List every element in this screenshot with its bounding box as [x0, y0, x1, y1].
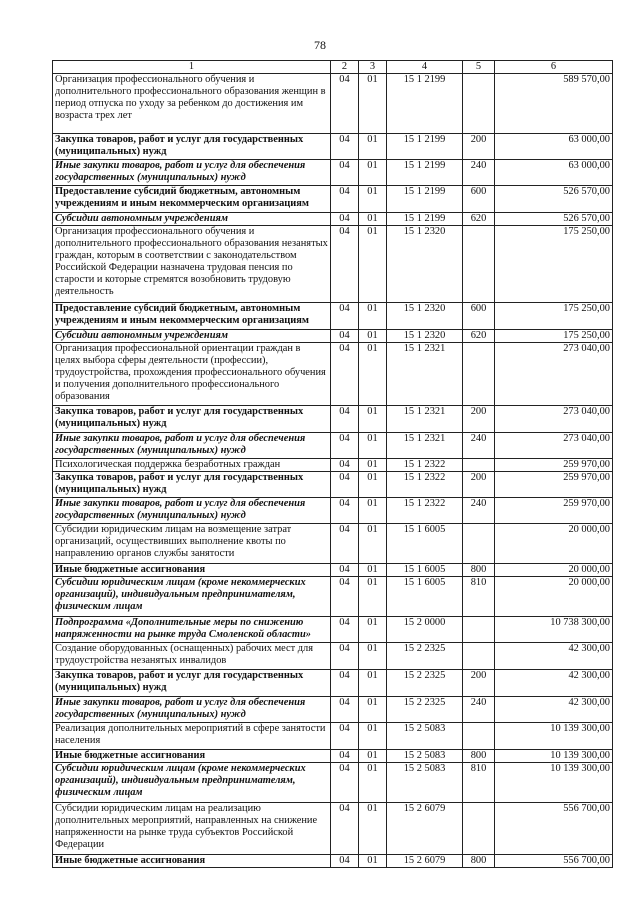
section-code-cell: 04 — [331, 564, 359, 577]
subsection-code-cell: 01 — [359, 643, 387, 670]
target-article-cell: 15 2 2325 — [387, 697, 463, 723]
target-article-cell: 15 1 2199 — [387, 186, 463, 213]
subsection-code-cell: 01 — [359, 472, 387, 498]
target-article-cell: 15 1 2320 — [387, 303, 463, 330]
subsection-code-cell: 01 — [359, 186, 387, 213]
expense-type-cell — [463, 803, 495, 855]
subsection-code-cell: 01 — [359, 564, 387, 577]
amount-cell: 526 570,00 — [495, 186, 613, 213]
section-code-cell: 04 — [331, 643, 359, 670]
target-article-cell: 15 2 2325 — [387, 670, 463, 697]
table-row — [53, 498, 613, 524]
section-code-cell: 04 — [331, 855, 359, 868]
row-name-cell: Субсидии юридическим лицам на реализацию дополнительных мероприятий, направленных на снижение напряженности на рынке труда субъектов Российской Федерации — [53, 803, 331, 855]
expense-type-cell: 240 — [463, 697, 495, 723]
subsection-code-cell: 01 — [359, 855, 387, 868]
amount-cell: 526 570,00 — [495, 213, 613, 226]
amount-cell: 556 700,00 — [495, 855, 613, 868]
subsection-code-cell: 01 — [359, 433, 387, 459]
expense-type-cell: 240 — [463, 498, 495, 524]
expense-type-cell — [463, 226, 495, 303]
expense-type-cell: 200 — [463, 670, 495, 697]
column-header: 4 — [387, 61, 463, 74]
table-row — [53, 160, 613, 186]
expense-type-cell — [463, 343, 495, 406]
row-name-cell: Субсидии юридическим лицам на возмещение затрат организаций, осуществивших выполнение квоты по направлению органов службы занятости — [53, 524, 331, 564]
target-article-cell: 15 1 2321 — [387, 406, 463, 433]
amount-cell: 20 000,00 — [495, 564, 613, 577]
table-row — [53, 564, 613, 577]
section-code-cell: 04 — [331, 433, 359, 459]
amount-cell: 259 970,00 — [495, 459, 613, 472]
expense-type-cell: 200 — [463, 406, 495, 433]
page-number: 78 — [314, 38, 326, 52]
header-row — [53, 61, 613, 74]
row-name-cell: Психологическая поддержка безработных граждан — [53, 459, 331, 472]
table-row — [53, 763, 613, 803]
expense-type-cell: 800 — [463, 564, 495, 577]
amount-cell: 175 250,00 — [495, 303, 613, 330]
subsection-code-cell: 01 — [359, 763, 387, 803]
target-article-cell: 15 1 6005 — [387, 564, 463, 577]
subsection-code-cell: 01 — [359, 74, 387, 134]
expense-type-cell: 200 — [463, 134, 495, 160]
target-article-cell: 15 1 2321 — [387, 433, 463, 459]
row-name-cell: Субсидии юридическим лицам (кроме некоммерческих организаций), индивидуальным предпринимателям, физическим лицам — [53, 577, 331, 617]
target-article-cell: 15 1 6005 — [387, 577, 463, 617]
target-article-cell: 15 2 5083 — [387, 750, 463, 763]
section-code-cell: 04 — [331, 134, 359, 160]
table-row — [53, 472, 613, 498]
table-row — [53, 524, 613, 564]
table-row — [53, 617, 613, 643]
section-code-cell: 04 — [331, 750, 359, 763]
expense-type-cell: 620 — [463, 213, 495, 226]
section-code-cell: 04 — [331, 524, 359, 564]
column-header: 2 — [331, 61, 359, 74]
section-code-cell: 04 — [331, 803, 359, 855]
target-article-cell: 15 1 2322 — [387, 498, 463, 524]
target-article-cell: 15 2 2325 — [387, 643, 463, 670]
target-article-cell: 15 1 2199 — [387, 213, 463, 226]
expense-type-cell — [463, 723, 495, 750]
section-code-cell: 04 — [331, 472, 359, 498]
target-article-cell: 15 2 6079 — [387, 855, 463, 868]
row-name-cell: Иные бюджетные ассигнования — [53, 855, 331, 868]
row-name-cell: Иные бюджетные ассигнования — [53, 564, 331, 577]
expense-type-cell: 200 — [463, 472, 495, 498]
subsection-code-cell: 01 — [359, 343, 387, 406]
amount-cell: 259 970,00 — [495, 472, 613, 498]
column-header: 3 — [359, 61, 387, 74]
section-code-cell: 04 — [331, 670, 359, 697]
section-code-cell: 04 — [331, 343, 359, 406]
subsection-code-cell: 01 — [359, 226, 387, 303]
table-row — [53, 697, 613, 723]
table-row — [53, 750, 613, 763]
subsection-code-cell: 01 — [359, 498, 387, 524]
row-name-cell: Закупка товаров, работ и услуг для государственных (муниципальных) нужд — [53, 670, 331, 697]
target-article-cell: 15 1 2199 — [387, 160, 463, 186]
section-code-cell: 04 — [331, 74, 359, 134]
table-row — [53, 723, 613, 750]
section-code-cell: 04 — [331, 406, 359, 433]
section-code-cell: 04 — [331, 303, 359, 330]
row-name-cell: Иные бюджетные ассигнования — [53, 750, 331, 763]
section-code-cell: 04 — [331, 226, 359, 303]
target-article-cell: 15 1 2199 — [387, 134, 463, 160]
amount-cell: 63 000,00 — [495, 160, 613, 186]
row-name-cell: Иные закупки товаров, работ и услуг для обеспечения государственных (муниципальных) нужд — [53, 498, 331, 524]
expense-type-cell: 240 — [463, 160, 495, 186]
section-code-cell: 04 — [331, 577, 359, 617]
expense-type-cell: 800 — [463, 750, 495, 763]
amount-cell: 10 139 300,00 — [495, 723, 613, 750]
table-row — [53, 577, 613, 617]
subsection-code-cell: 01 — [359, 670, 387, 697]
section-code-cell: 04 — [331, 213, 359, 226]
table-row — [53, 186, 613, 213]
row-name-cell: Закупка товаров, работ и услуг для государственных (муниципальных) нужд — [53, 134, 331, 160]
expense-type-cell: 620 — [463, 330, 495, 343]
row-name-cell: Предоставление субсидий бюджетным, автономным учреждениям и иным некоммерческим организациям — [53, 303, 331, 330]
amount-cell: 42 300,00 — [495, 643, 613, 670]
amount-cell: 63 000,00 — [495, 134, 613, 160]
table-row — [53, 855, 613, 868]
amount-cell: 556 700,00 — [495, 803, 613, 855]
amount-cell: 42 300,00 — [495, 670, 613, 697]
row-name-cell: Организация профессионального обучения и дополнительного профессионального образования женщин в период отпуска по уходу за ребенком до достижения им возраста трех лет — [53, 74, 331, 134]
row-name-cell: Иные закупки товаров, работ и услуг для обеспечения государственных (муниципальных) нужд — [53, 697, 331, 723]
table-row — [53, 74, 613, 134]
section-code-cell: 04 — [331, 459, 359, 472]
target-article-cell: 15 1 2322 — [387, 472, 463, 498]
row-name-cell: Закупка товаров, работ и услуг для государственных (муниципальных) нужд — [53, 406, 331, 433]
budget-table — [52, 60, 613, 868]
subsection-code-cell: 01 — [359, 524, 387, 564]
subsection-code-cell: 01 — [359, 213, 387, 226]
table-row — [53, 303, 613, 330]
target-article-cell: 15 2 6079 — [387, 803, 463, 855]
expense-type-cell: 600 — [463, 186, 495, 213]
row-name-cell: Организация профессионального обучения и дополнительного профессионального образования незанятых граждан, которым в соответствии с законодательством Российской Федерации назначена трудовая пенсия по старости и которые стремятся возобновить трудовую деятельность — [53, 226, 331, 303]
subsection-code-cell: 01 — [359, 459, 387, 472]
amount-cell: 273 040,00 — [495, 406, 613, 433]
subsection-code-cell: 01 — [359, 134, 387, 160]
amount-cell: 42 300,00 — [495, 697, 613, 723]
table-row — [53, 330, 613, 343]
subsection-code-cell: 01 — [359, 330, 387, 343]
column-header: 1 — [53, 61, 331, 74]
subsection-code-cell: 01 — [359, 160, 387, 186]
target-article-cell: 15 1 2321 — [387, 343, 463, 406]
expense-type-cell — [463, 617, 495, 643]
table-row — [53, 643, 613, 670]
amount-cell: 20 000,00 — [495, 577, 613, 617]
section-code-cell: 04 — [331, 723, 359, 750]
row-name-cell: Создание оборудованных (оснащенных) рабочих мест для трудоустройства незанятых инвалидов — [53, 643, 331, 670]
target-article-cell: 15 1 2320 — [387, 330, 463, 343]
column-header: 6 — [495, 61, 613, 74]
row-name-cell: Иные закупки товаров, работ и услуг для обеспечения государственных (муниципальных) нужд — [53, 160, 331, 186]
table-row — [53, 343, 613, 406]
subsection-code-cell: 01 — [359, 406, 387, 433]
amount-cell: 273 040,00 — [495, 343, 613, 406]
section-code-cell: 04 — [331, 617, 359, 643]
amount-cell: 273 040,00 — [495, 433, 613, 459]
subsection-code-cell: 01 — [359, 803, 387, 855]
row-name-cell: Субсидии автономным учреждениям — [53, 330, 331, 343]
row-name-cell: Субсидии автономным учреждениям — [53, 213, 331, 226]
table-row — [53, 803, 613, 855]
row-name-cell: Предоставление субсидий бюджетным, автономным учреждениям и иным некоммерческим организациям — [53, 186, 331, 213]
table-row — [53, 134, 613, 160]
amount-cell: 589 570,00 — [495, 74, 613, 134]
expense-type-cell: 810 — [463, 763, 495, 803]
expense-type-cell: 600 — [463, 303, 495, 330]
subsection-code-cell: 01 — [359, 617, 387, 643]
table-row — [53, 459, 613, 472]
target-article-cell: 15 2 0000 — [387, 617, 463, 643]
section-code-cell: 04 — [331, 330, 359, 343]
expense-type-cell: 810 — [463, 577, 495, 617]
row-name-cell: Организация профессиональной ориентации граждан в целях выбора сферы деятельности (профессии), трудоустройства, прохождения профессионального обучения и получения дополнительного профессионального образования — [53, 343, 331, 406]
expense-type-cell — [463, 74, 495, 134]
subsection-code-cell: 01 — [359, 577, 387, 617]
subsection-code-cell: 01 — [359, 697, 387, 723]
section-code-cell: 04 — [331, 498, 359, 524]
row-name-cell: Иные закупки товаров, работ и услуг для обеспечения государственных (муниципальных) нужд — [53, 433, 331, 459]
amount-cell: 175 250,00 — [495, 226, 613, 303]
amount-cell: 10 139 300,00 — [495, 750, 613, 763]
amount-cell: 259 970,00 — [495, 498, 613, 524]
table-row — [53, 226, 613, 303]
section-code-cell: 04 — [331, 186, 359, 213]
table-row — [53, 213, 613, 226]
section-code-cell: 04 — [331, 763, 359, 803]
target-article-cell: 15 1 2320 — [387, 226, 463, 303]
row-name-cell: Субсидии юридическим лицам (кроме некоммерческих организаций), индивидуальным предпринимателям, физическим лицам — [53, 763, 331, 803]
table-row — [53, 670, 613, 697]
subsection-code-cell: 01 — [359, 750, 387, 763]
section-code-cell: 04 — [331, 160, 359, 186]
amount-cell: 10 139 300,00 — [495, 763, 613, 803]
target-article-cell: 15 2 5083 — [387, 763, 463, 803]
target-article-cell: 15 1 2322 — [387, 459, 463, 472]
table-row — [53, 433, 613, 459]
amount-cell: 175 250,00 — [495, 330, 613, 343]
target-article-cell: 15 1 6005 — [387, 524, 463, 564]
subsection-code-cell: 01 — [359, 303, 387, 330]
target-article-cell: 15 1 2199 — [387, 74, 463, 134]
row-name-cell: Подпрограмма «Дополнительные меры по снижению напряженности на рынке труда Смоленской области» — [53, 617, 331, 643]
expense-type-cell — [463, 524, 495, 564]
row-name-cell: Закупка товаров, работ и услуг для государственных (муниципальных) нужд — [53, 472, 331, 498]
expense-type-cell: 800 — [463, 855, 495, 868]
column-header: 5 — [463, 61, 495, 74]
subsection-code-cell: 01 — [359, 723, 387, 750]
amount-cell: 20 000,00 — [495, 524, 613, 564]
section-code-cell: 04 — [331, 697, 359, 723]
target-article-cell: 15 2 5083 — [387, 723, 463, 750]
expense-type-cell — [463, 643, 495, 670]
table-row — [53, 406, 613, 433]
row-name-cell: Реализация дополнительных мероприятий в сфере занятости населения — [53, 723, 331, 750]
amount-cell: 10 738 300,00 — [495, 617, 613, 643]
expense-type-cell: 240 — [463, 433, 495, 459]
expense-type-cell — [463, 459, 495, 472]
